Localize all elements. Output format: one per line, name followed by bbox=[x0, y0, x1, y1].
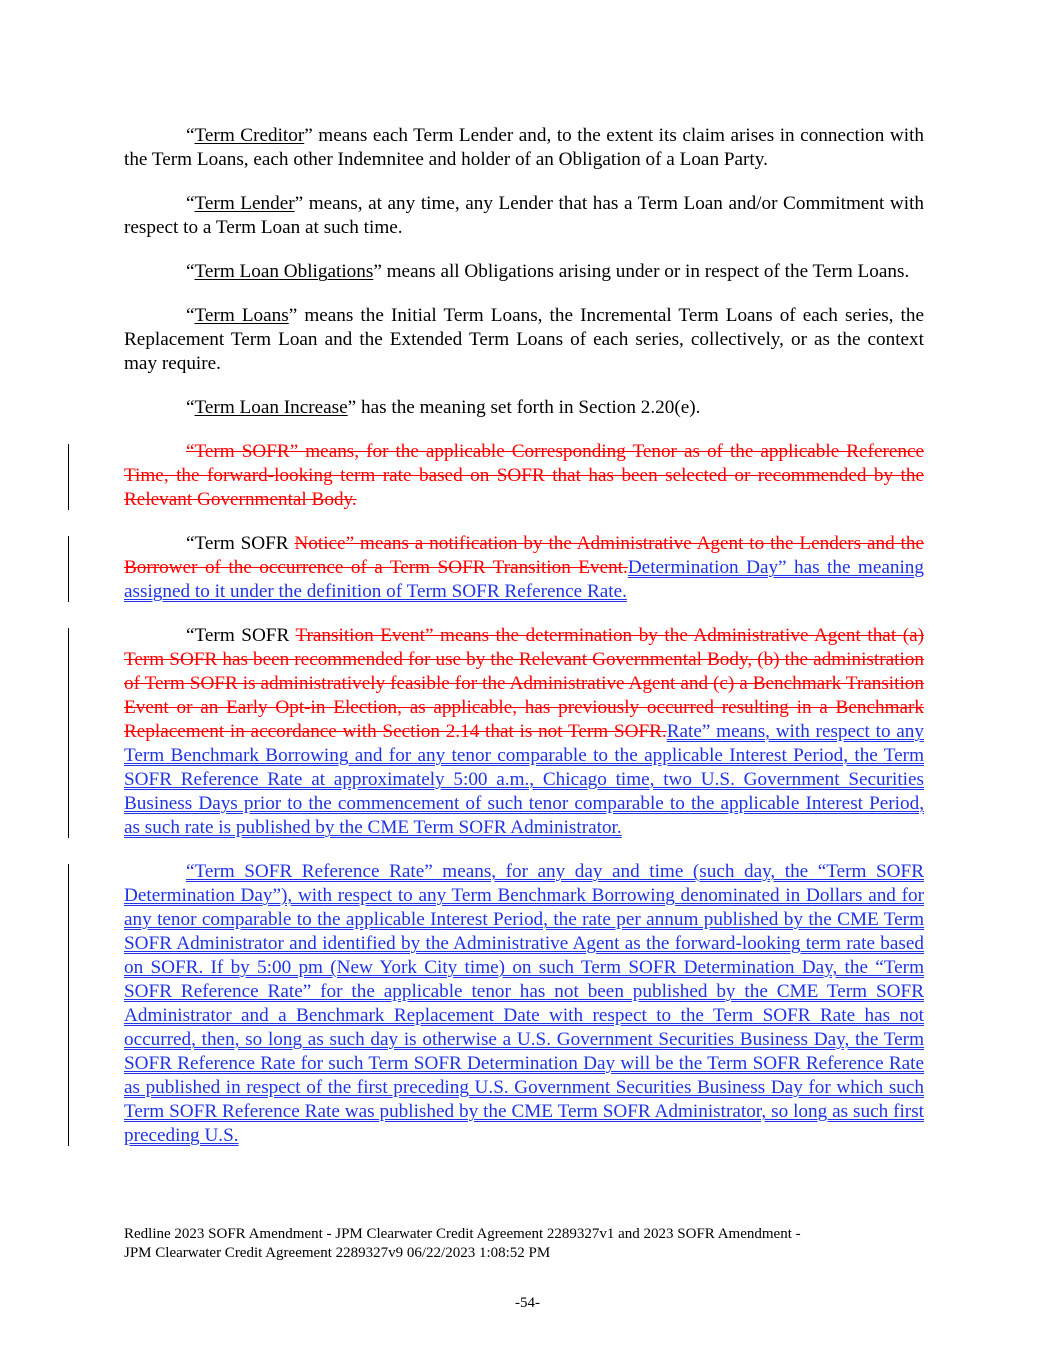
defined-term: Term Loans bbox=[194, 305, 289, 326]
deleted-text: “Term SOFR” means, for the applicable Corresponding Tenor as of the applicable Reference Time, the forward-looking term rate based on SOFR that has been selected or recommended by the Relevant Governmental Body. bbox=[124, 441, 924, 510]
open-quote: “ bbox=[186, 125, 195, 146]
definition-term-sofr-rate bbox=[124, 624, 924, 840]
definition-term-loan-increase bbox=[124, 396, 924, 420]
definition-term-sofr-deleted bbox=[124, 440, 924, 512]
definition-text: ” means each Term Lender and, to the extent its claim arises in connection with the Term Loans, each other Indemnitee and holder of an Obligation of a Loan Party. bbox=[124, 125, 925, 170]
definition-term-sofr-reference-rate bbox=[124, 860, 924, 1148]
page-number: -54- bbox=[515, 1295, 540, 1311]
footer-line-2: JPM Clearwater Credit Agreement 2289327v9 06/22/2023 1:08:52 PM bbox=[124, 1245, 551, 1261]
open-quote: “ bbox=[186, 305, 195, 326]
footer-line-1: Redline 2023 SOFR Amendment - JPM Clearwater Credit Agreement 2289327v1 and 2023 SOFR Amendment - bbox=[124, 1226, 801, 1242]
open-quote: “ bbox=[186, 625, 195, 646]
page-footer bbox=[124, 1225, 924, 1263]
inserted-text: Determination Day” has the meaning assigned to it under the definition of Term SOFR Reference Rate. bbox=[124, 557, 924, 602]
definition-text: ” means the Initial Term Loans, the Incremental Term Loans of each series, the Replacement Term Loan and the Extended Term Loans of each series, collectively, or as the context may require. bbox=[124, 305, 924, 374]
kept-text: Term SOFR bbox=[194, 533, 295, 554]
defined-term: Term Loan Obligations bbox=[194, 261, 374, 282]
inserted-text: Rate” means, with respect to any Term Benchmark Borrowing and for any tenor comparable to the applicable Interest Period, the Term SOFR Reference Rate at approximately 5:00 a.m., Chicago time, two U.S. Government Securities Business Days prior to the commencement of such tenor comparable to the applicable Interest Period, as such rate is published by the CME Term SOFR Administrator. bbox=[124, 721, 924, 838]
inserted-text: “Term SOFR Reference Rate” means, for any day and time (such day, the “Term SOFR Determination Day”), with respect to any Term Benchmark Borrowing denominated in Dollars and for any tenor comparable to the applicable Interest Period, the rate per annum published by the CME Term SOFR Administrator and identified by the Administrative Agent as the forward-looking term rate based on SOFR. If by 5:00 pm (New York City time) on such Term SOFR Determination Day, the “Term SOFR Reference Rate” for the applicable tenor has not been published by the CME Term SOFR Administrator and a Benchmark Replacement Date with respect to the Term SOFR Rate has not occurred, then, so long as such day is otherwise a U.S. Government Securities Business Day, the Term SOFR Reference Rate for such Term SOFR Determination Day will be the Term SOFR Reference Rate as published in respect of the first preceding U.S. Government Securities Business Day for which such Term SOFR Reference Rate was published by the CME Term SOFR Administrator, so long as such first preceding U.S. bbox=[124, 861, 924, 1146]
defined-term: Term Loan Increase bbox=[194, 397, 348, 418]
defined-term: Term Creditor bbox=[194, 125, 305, 146]
definition-text: ” means all Obligations arising under or in respect of the Term Loans. bbox=[373, 261, 910, 282]
definition-term-sofr-determination-day bbox=[124, 532, 924, 604]
open-quote: “ bbox=[186, 533, 195, 554]
defined-term: Term Lender bbox=[194, 193, 295, 214]
open-quote: “ bbox=[186, 261, 195, 282]
definition-term-loans bbox=[124, 304, 924, 376]
definition-text: ” has the meaning set forth in Section 2.20(e). bbox=[347, 397, 701, 418]
kept-text: Term SOFR bbox=[194, 625, 296, 646]
definition-text: ” means, at any time, any Lender that has a Term Loan and/or Commitment with respect to a Term Loan at such time. bbox=[124, 193, 925, 238]
open-quote: “ bbox=[186, 397, 195, 418]
deleted-text: Notice” means a notification by the Administrative Agent to the Lenders and the Borrower of the occurrence of a Term SOFR Transition Event. bbox=[124, 533, 924, 578]
deleted-text: ” means the determination by the Administrative Agent that (a) Term SOFR has been recommended for use by the Relevant Governmental Body, (b) the administration of Term SOFR is administratively feasible for the Administrative Agent and (c) a Benchmark Transition Event or an Early Opt-in Election, as applicable, has previously occurred resulting in a Benchmark Replacement in accordance with Section 2.14 that is not Term SOFR. bbox=[124, 625, 924, 742]
open-quote: “ bbox=[186, 193, 195, 214]
definition-term-creditor bbox=[124, 124, 924, 172]
document-body bbox=[124, 124, 924, 1168]
deleted-term: Transition Event bbox=[295, 625, 425, 646]
definition-term-loan-obligations bbox=[124, 260, 924, 284]
definition-term-lender bbox=[124, 192, 924, 240]
